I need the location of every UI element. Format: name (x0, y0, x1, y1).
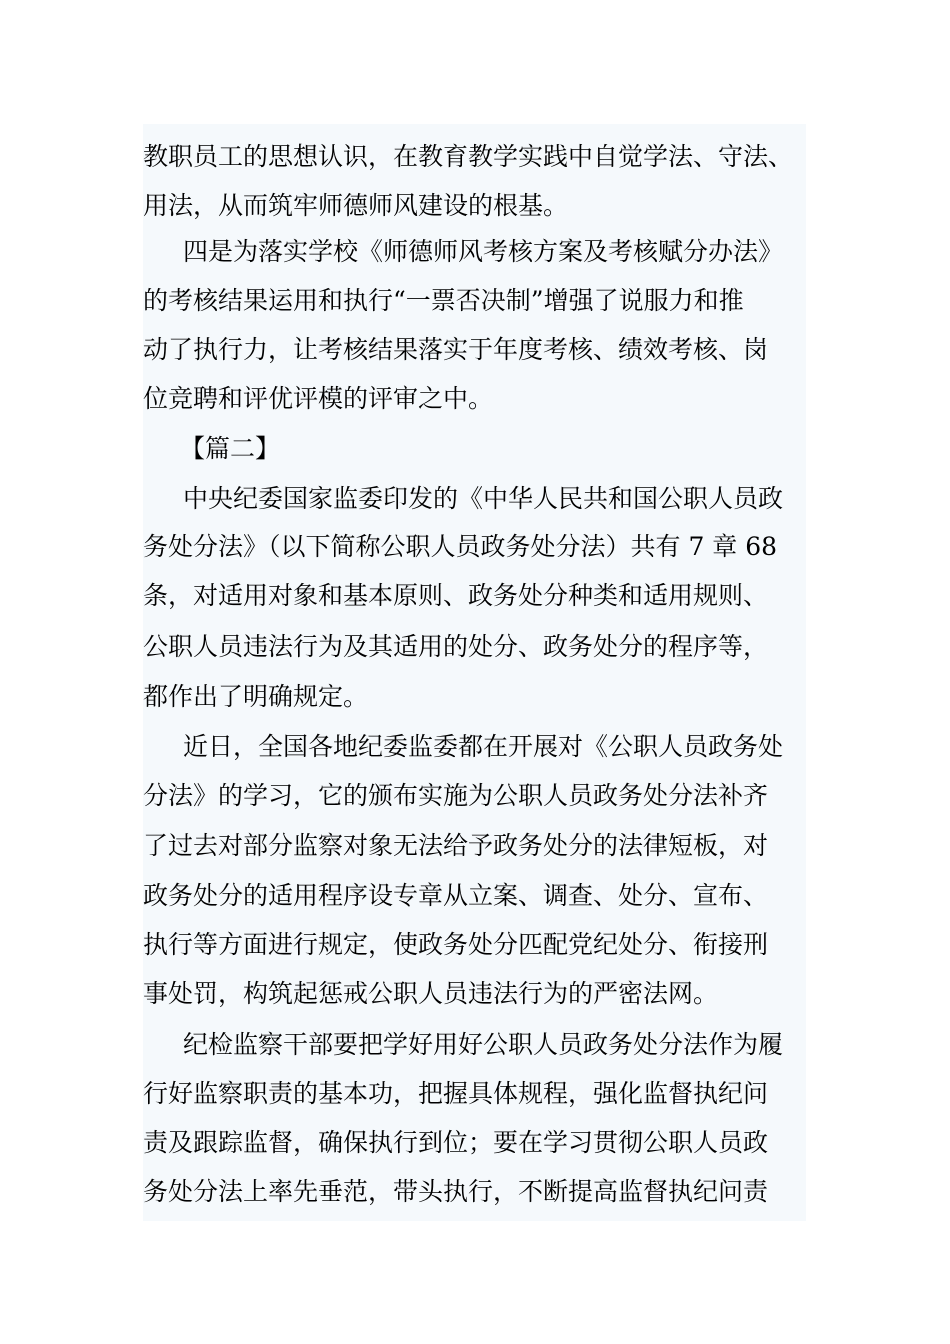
text-line: 都作出了明确规定。 (143, 682, 369, 711)
paragraph-start-line: 纪检监察干部要把学好用好公职人员政务处分法作为履 (183, 1030, 784, 1059)
text-line: 动了执行力，让考核结果落实于年度考核、绩效考核、岗 (143, 335, 769, 364)
paragraph-start-line: 四是为落实学校《师德师风考核方案及考核赋分办法》 (183, 237, 784, 266)
text-line: 了过去对部分监察对象无法给予政务处分的法律短板，对 (143, 831, 769, 860)
text-line: 责及跟踪监督，确保执行到位；要在学习贯彻公职人员政 (143, 1128, 769, 1157)
text-line: 事处罚，构筑起惩戒公职人员违法行为的严密法网。 (143, 979, 719, 1008)
paragraph-start-line: 近日，全国各地纪委监委都在开展对《公职人员政务处 (183, 732, 784, 761)
text-line: 分法》的学习，它的颁布实施为公职人员政务处分法补齐 (143, 781, 769, 810)
text-line: 公职人员违法行为及其适用的处分、政务处分的程序等， (143, 632, 769, 661)
text-line: 政务处分的适用程序设专章从立案、调查、处分、宣布、 (143, 881, 769, 910)
text-line: 用法，从而筑牢师德师风建设的根基。 (143, 191, 569, 220)
text-line: 务处分法上率先垂范，带头执行，不断提高监督执纪问责 (143, 1177, 769, 1206)
text-line: 务处分法》（以下简称公职人员政务处分法）共有 7 章 68 (143, 532, 778, 561)
text-line: 位竞聘和评优评模的评审之中。 (143, 384, 494, 413)
document-body (143, 124, 806, 1221)
text-line: 的考核结果运用和执行“一票否决制”增强了说服力和推 (143, 286, 744, 315)
paragraph-start-line: 中央纪委国家监委印发的《中华人民共和国公职人员政 (183, 484, 784, 513)
text-line: 条，对适用对象和基本原则、政务处分种类和适用规则、 (143, 581, 769, 610)
text-line: 行好监察职责的基本功，把握具体规程，强化监督执纪问 (143, 1079, 769, 1108)
text-line: 教职员工的思想认识，在教育教学实践中自觉学法、守法、 (143, 142, 794, 171)
section-heading: 【篇二】 (180, 434, 281, 463)
text-line: 执行等方面进行规定，使政务处分匹配党纪处分、衔接刑 (143, 930, 769, 959)
